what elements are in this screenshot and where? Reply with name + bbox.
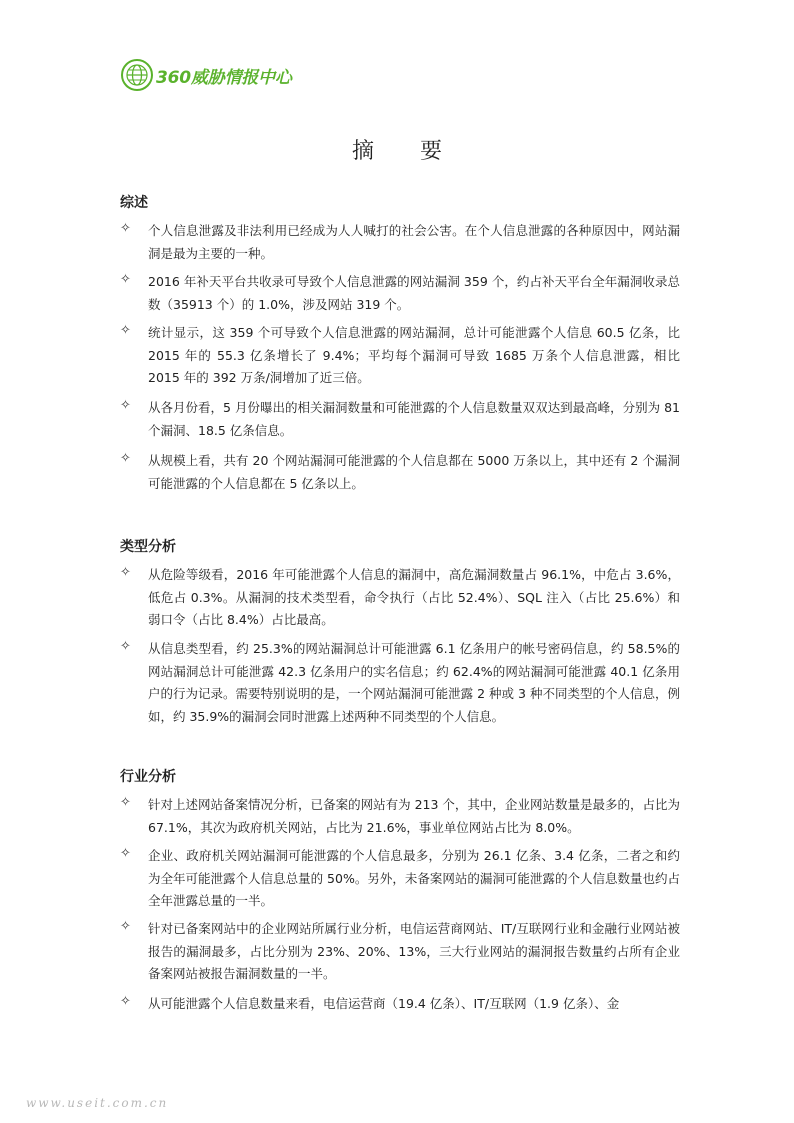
- item-text: 企业、政府机关网站漏洞可能泄露的个人信息最多，分别为 26.1 亿条、3.4 亿条，二者之和约为全年可能泄露个人信息总量的 50%。另外，未备案网站的漏洞可能泄露的个人信息数量也约占全年泄露总量的一半。: [148, 848, 680, 908]
- list-item: [120, 993, 680, 1016]
- list-item: [120, 845, 680, 913]
- bullet-icon: ✧: [120, 795, 131, 810]
- page-title: [0, 134, 794, 165]
- title-char-1: 摘: [351, 139, 374, 164]
- item-text: 统计显示，这 359 个可导致个人信息泄露的网站漏洞，总计可能泄露个人信息 60.5 亿条，比 2015 年的 55.3 亿条增长了 9.4%；平均每个漏洞可导致 1685 万条个人信息泄露，相比 2015 年的 392 万条/洞增加了近三倍。: [148, 325, 680, 385]
- item-text: 从各月份看，5 月份曝出的相关漏洞数量和可能泄露的个人信息数量双双达到最高峰，分别为 81 个漏洞、18.5 亿条信息。: [148, 400, 680, 438]
- bullet-icon: ✧: [120, 919, 131, 934]
- list-item: [120, 271, 680, 316]
- section-heading-industry-analysis: 行业分析: [120, 769, 176, 785]
- list-item: [120, 794, 680, 839]
- title-char-2: 要: [420, 139, 443, 164]
- item-text: 从危险等级看，2016 年可能泄露个人信息的漏洞中，高危漏洞数量占 96.1%，中危占 3.6%，低危占 0.3%。从漏洞的技术类型看，命令执行（占比 52.4%）、SQL 注入（占比 25.6%）和弱口令（占比 8.4%）占比最高。: [148, 567, 680, 627]
- list-item: [120, 918, 680, 986]
- item-text: 针对已备案网站中的企业网站所属行业分析，电信运营商网站、IT/互联网行业和金融行业网站被报告的漏洞最多，占比分别为 23%、20%、13%，三大行业网站的漏洞报告数量约占所有企业备案网站被报告漏洞数量的一半。: [148, 921, 680, 981]
- item-text: 2016 年补天平台共收录可导致个人信息泄露的网站漏洞 359 个，约占补天平台全年漏洞收录总数（35913 个）的 1.0%，涉及网站 319 个。: [148, 274, 680, 312]
- watermark: www.useit.com.cn: [26, 1096, 169, 1110]
- bullet-icon: ✧: [120, 272, 131, 287]
- item-text: 从规模上看，共有 20 个网站漏洞可能泄露的个人信息都在 5000 万条以上，其中还有 2 个漏洞可能泄露的个人信息都在 5 亿条以上。: [148, 453, 680, 491]
- bullet-icon: ✧: [120, 639, 131, 654]
- list-item: [120, 450, 680, 495]
- bullet-icon: ✧: [120, 323, 131, 338]
- bullet-icon: ✧: [120, 846, 131, 861]
- section-heading-type-analysis: 类型分析: [120, 539, 176, 555]
- bullet-icon: ✧: [120, 451, 131, 466]
- list-item: [120, 220, 680, 265]
- bullet-icon: ✧: [120, 565, 131, 580]
- globe-laurel-icon: [120, 58, 154, 92]
- list-item: [120, 397, 680, 442]
- bullet-icon: ✧: [120, 398, 131, 413]
- item-text: 从可能泄露个人信息数量来看，电信运营商（19.4 亿条）、IT/互联网（1.9 亿条）、金: [148, 996, 620, 1011]
- item-text: 针对上述网站备案情况分析，已备案的网站有为 213 个，其中，企业网站数量是最多的，占比为 67.1%，其次为政府机关网站，占比为 21.6%，事业单位网站占比为 8.0%。: [148, 797, 680, 835]
- item-text: 从信息类型看，约 25.3%的网站漏洞总计可能泄露 6.1 亿条用户的帐号密码信息，约 58.5%的网站漏洞总计可能泄露 42.3 亿条用户的实名信息；约 62.4%的网站漏洞可能泄露 40.1 亿条用户的行为记录。需要特别说明的是，一个网站漏洞可能泄露 2 种或 3 种不同类型的个人信息，例如，约 35.9%的漏洞会同时泄露上述两种不同类型的个人信息。: [148, 641, 680, 724]
- section-heading-overview: 综述: [120, 195, 148, 211]
- item-text: 个人信息泄露及非法利用已经成为人人喊打的社会公害。在个人信息泄露的各种原因中，网站漏洞是最为主要的一种。: [148, 223, 680, 261]
- bullet-icon: ✧: [120, 221, 131, 236]
- list-item: [120, 638, 680, 728]
- bullet-icon: ✧: [120, 994, 131, 1009]
- list-item: [120, 564, 680, 632]
- brand-logo: [120, 58, 292, 92]
- list-item: [120, 322, 680, 390]
- brand-name: 360威胁情报中心: [156, 67, 292, 88]
